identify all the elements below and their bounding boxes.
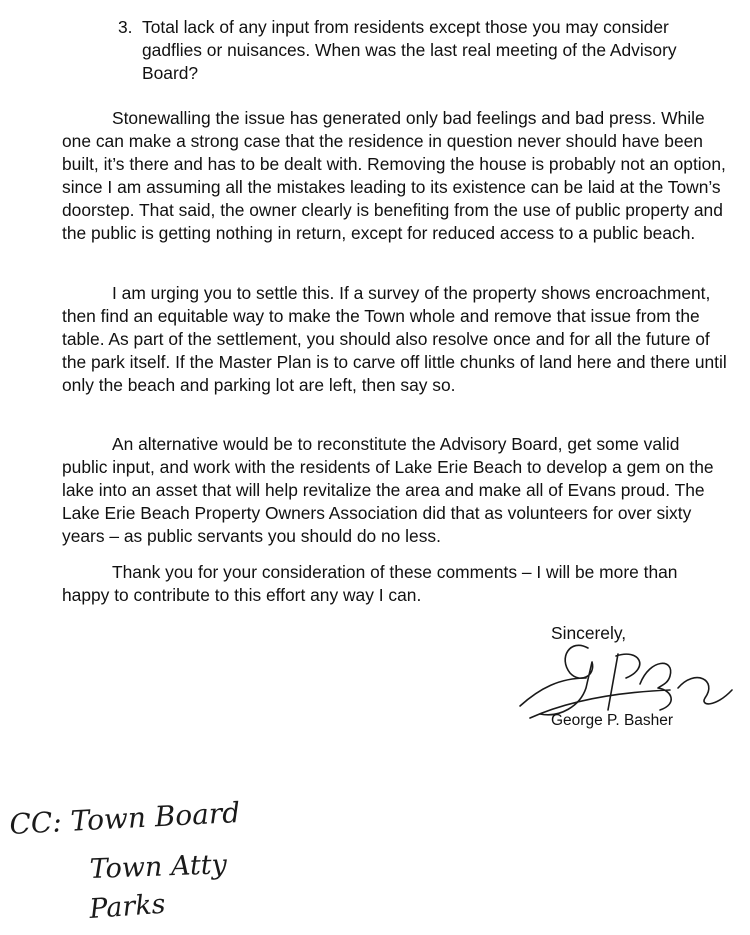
list-item-text: Total lack of any input from residents except those you may consider gadflies or nuisances. When was the last real meeting of the Advisory Board? [142,17,677,83]
paragraph-urging-settlement: I am urging you to settle this. If a survey of the property shows encroachment, then find an equitable way to make the Town whole and remove that issue from the table. As part of the settlement, you should also resolve once and for all the future of the park itself. If the Master Plan is to carve off little chunks of land here and there until only the beach and parking lot are left, then say so. [62,283,727,395]
closing-salutation: Sincerely, [551,623,627,643]
paragraph-stonewalling: Stonewalling the issue has generated only bad feelings and bad press. While one can make a strong case that the residence in question never should have been built, it’s there and has to be dealt with. Removing the house is probably not an option, since I am assuming all the mistakes leading to its existence can be laid at the Town’s doorstep. That said, the owner clearly is benefiting from the use of public property and the public is getting nothing in return, except for reduced access to a public beach. [62,108,726,243]
paragraph-alternative: An alternative would be to reconstitute the Advisory Board, get some valid public input, and work with the residents of Lake Erie Beach to develop a gem on the lake into an asset that will help revitalize the area and make all of Evans proud. The Lake Erie Beach Property Owners Association did that as volunteers for over sixty years – as public servants you should do no less. [62,434,714,546]
paragraph-thank-you: Thank you for your consideration of these comments – I will be more than happy to contribute to this effort any way I can. [62,562,678,605]
handwritten-cc-note [0,790,300,930]
list-item-3 [118,16,718,85]
cc-note-line-3: Parks [88,888,167,925]
cc-note-line-1: CC: Town Board [8,795,241,841]
signer-name: George P. Basher [551,712,674,729]
cc-note-line-2: Town Atty [89,849,228,885]
list-item-number: 3. [118,17,133,37]
